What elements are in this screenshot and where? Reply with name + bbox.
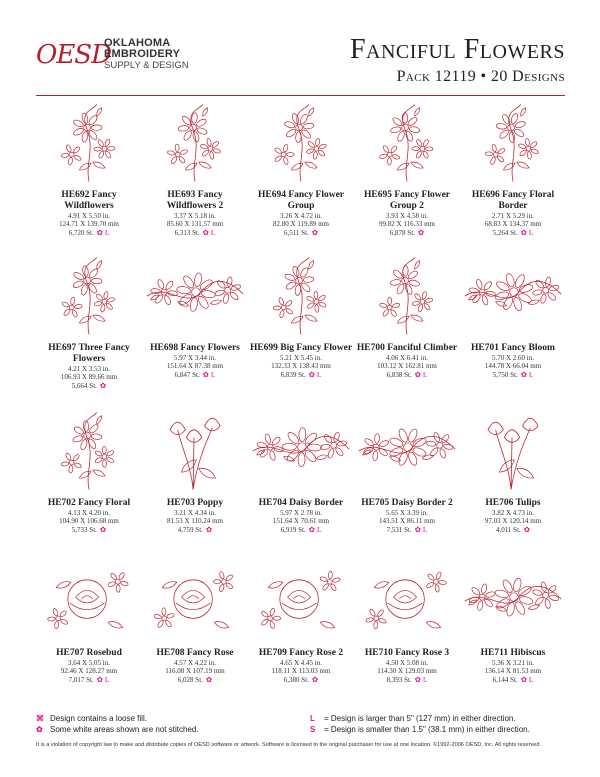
copyright-notice: It is a violation of copyright law to make and distribute copies of OESD software or artwork. Software is licensed to the original purchaser for use at one location. ©1992-2006 OESD, Inc. All rights reserved. (36, 742, 542, 748)
flower-group-icon (355, 100, 459, 186)
design-name: HE705 Daisy Border 2 (361, 498, 453, 508)
design-card (354, 408, 460, 534)
design-name: HE697 Three Fancy Flowers (48, 343, 130, 364)
design-name: HE701 Fancy Bloom (471, 343, 555, 353)
flower-group-icon (249, 100, 353, 186)
design-name: HE694 Fancy Flower Group (257, 190, 344, 211)
stitch-count: 6,313 St. (174, 228, 200, 237)
fancy-floral-icon (37, 408, 141, 494)
design-name: HE711 Hibiscus (480, 648, 546, 658)
design-size-in: 4.91 X 5.50 in. (68, 212, 110, 220)
stitch-count: 6,878 St. (389, 228, 415, 237)
design-stitches (354, 526, 460, 534)
design-size-mm: 144.78 X 66.04 mm (484, 362, 542, 371)
design-size-mm: 92.46 X 128.27 mm (60, 667, 118, 676)
stitch-count: 6,839 St. (280, 370, 306, 379)
design-artwork (36, 253, 142, 339)
design-marks: ✿ L (520, 369, 534, 379)
design-marks: ✿ (205, 524, 213, 534)
design-size-mm: 118.11 X 113.03 mm (271, 667, 331, 676)
stitch-count: 5,264 St. (492, 228, 518, 237)
design-artwork (460, 100, 566, 186)
design-artwork (36, 408, 142, 494)
stitch-count: 5,733 St. (71, 525, 97, 534)
design-stitches (248, 229, 354, 237)
design-size-mm: 106.93 X 89.66 mm (60, 373, 118, 382)
design-name: HE695 Fancy Flower Group 2 (363, 190, 450, 211)
stitch-count: 6,380 St. (283, 675, 309, 684)
design-size-in: 3.21 X 4.34 in. (174, 509, 216, 517)
design-marks: ✿ L (308, 524, 322, 534)
logo-line-3: SUPPLY & DESIGN (104, 60, 189, 71)
design-card (460, 558, 566, 684)
climber-vine-icon (355, 253, 459, 339)
design-card (248, 100, 354, 237)
design-size-mm: 104.90 X 106.68 mm (59, 517, 119, 526)
design-size-in: 3.93 X 4.58 in. (386, 212, 428, 220)
design-size-in: 5.36 X 3.21 in. (492, 659, 534, 667)
design-name: HE704 Daisy Border (258, 498, 344, 508)
legend-large-text: = Design is larger than 5" (127 mm) in either direction. (324, 714, 516, 723)
design-size-in: 5.97 X 2.78 in. (280, 509, 322, 517)
design-marks: ✿ L (202, 227, 216, 237)
design-stitches (460, 526, 566, 534)
legend-white-areas (36, 725, 199, 734)
design-card (36, 408, 142, 534)
design-size-in: 3.37 X 5.18 in. (174, 212, 216, 220)
logo-text (104, 38, 189, 71)
stitch-count: 6,144 St. (492, 675, 518, 684)
design-marks: ✿ L (308, 369, 322, 379)
design-name: HE703 Poppy (166, 498, 224, 508)
design-artwork (460, 558, 566, 644)
design-artwork (248, 100, 354, 186)
design-artwork (354, 100, 460, 186)
design-card (460, 253, 566, 379)
design-name: HE692 Fancy Wildflowers (61, 190, 117, 211)
stitch-count: 6,919 St. (280, 525, 306, 534)
design-artwork (142, 558, 248, 644)
design-card (248, 408, 354, 534)
design-stitches (460, 229, 566, 237)
design-card (460, 100, 566, 237)
design-stitches (354, 371, 460, 379)
design-artwork (142, 100, 248, 186)
rose-icon (355, 558, 459, 644)
design-stitches (354, 229, 460, 237)
design-size-mm: 97.03 X 120.14 mm (484, 517, 542, 526)
design-card (142, 100, 248, 237)
stitch-count: 7,531 St. (386, 525, 412, 534)
small-symbol: S (310, 725, 316, 734)
design-marks: ✿ L (414, 369, 428, 379)
floral-border-icon (461, 100, 565, 186)
design-stitches (142, 371, 248, 379)
design-card (354, 253, 460, 379)
design-artwork (460, 408, 566, 494)
design-card (248, 253, 354, 379)
design-marks: ✿ (99, 524, 107, 534)
design-size-in: 5.70 X 2.60 in. (492, 354, 534, 362)
design-size-mm: 114.30 X 129.03 mm (377, 667, 437, 676)
design-name: HE699 Big Fancy Flower (249, 343, 353, 353)
design-size-in: 3.26 X 4.72 in. (280, 212, 322, 220)
design-size-mm: 103.12 X 162.81 mm (377, 362, 437, 371)
stitch-count: 8,393 St. (386, 675, 412, 684)
design-card (354, 100, 460, 237)
design-size-in: 4.13 X 4.20 in. (68, 509, 110, 517)
wildflower-spray-icon (143, 100, 247, 186)
design-marks: ✿ (205, 674, 213, 684)
header-divider (36, 95, 565, 96)
page-title: Fanciful Flowers (349, 34, 565, 65)
design-marks: ✿ L (520, 674, 534, 684)
design-size-in: 4.57 X 4.22 in. (174, 659, 216, 667)
stitch-count: 6,720 St. (68, 228, 94, 237)
design-marks: ✿ L (96, 674, 110, 684)
design-name: HE709 Fancy Rose 2 (258, 648, 344, 658)
daisy-border-icon (355, 408, 459, 494)
design-card (142, 408, 248, 534)
daisy-border-icon (249, 408, 353, 494)
design-artwork (460, 253, 566, 339)
design-stitches (248, 526, 354, 534)
design-card (36, 253, 142, 390)
design-size-in: 4.06 X 6.41 in. (386, 354, 428, 362)
design-stitches (354, 676, 460, 684)
tulips-icon (461, 408, 565, 494)
stitch-count: 6,028 St. (177, 675, 203, 684)
white-area-icon: ✿ (36, 725, 43, 734)
design-stitches (36, 229, 142, 237)
design-artwork (36, 100, 142, 186)
design-marks: ✿ L (96, 227, 110, 237)
design-size-in: 3.64 X 5.05 in. (68, 659, 110, 667)
design-artwork (248, 408, 354, 494)
design-artwork (142, 253, 248, 339)
design-stitches (248, 371, 354, 379)
stitch-count: 4,011 St. (495, 525, 521, 534)
big-flower-icon (249, 253, 353, 339)
design-size-mm: 81.53 X 110.24 mm (167, 517, 223, 526)
legend-large (310, 714, 516, 723)
design-artwork (142, 408, 248, 494)
design-marks: ✿ L (414, 674, 428, 684)
design-size-mm: 132.33 X 138.43 mm (271, 362, 331, 371)
design-size-mm: 99.82 X 116.33 mm (379, 220, 435, 229)
design-stitches (142, 229, 248, 237)
design-size-in: 5.21 X 5.45 in. (280, 354, 322, 362)
design-name: HE698 Fancy Flowers (150, 343, 240, 353)
stitch-count: 5,664 St. (71, 381, 97, 390)
logo-line-1: OKLAHOMA (104, 37, 171, 49)
page-title-block (350, 36, 565, 86)
design-artwork (248, 558, 354, 644)
rose-icon (143, 558, 247, 644)
design-size-in: 3.82 X 4.73 in. (492, 509, 534, 517)
design-marks: ✿ (417, 227, 425, 237)
design-artwork (354, 558, 460, 644)
design-size-mm: 82.80 X 119.89 mm (273, 220, 329, 229)
design-card (142, 253, 248, 379)
design-name: HE700 Fanciful Climber (356, 343, 458, 353)
design-marks: ✿ L (202, 369, 216, 379)
design-stitches (36, 382, 142, 390)
design-card (36, 558, 142, 684)
design-marks: ✿ L (520, 227, 534, 237)
bloom-border-icon (461, 253, 565, 339)
design-marks: ✿ (311, 227, 319, 237)
design-name: HE710 Fancy Rose 3 (364, 648, 450, 658)
design-artwork (354, 408, 460, 494)
loose-fill-icon: ⌘ (36, 714, 44, 723)
design-marks: ✿ L (414, 524, 428, 534)
design-size-in: 5.97 X 3.44 in. (174, 354, 216, 362)
stitch-count: 7,017 St. (68, 675, 94, 684)
design-stitches (36, 676, 142, 684)
legend-small (310, 725, 530, 734)
design-size-mm: 151.64 X 87.38 mm (166, 362, 224, 371)
design-stitches (142, 526, 248, 534)
flower-swag-icon (143, 253, 247, 339)
design-card (248, 558, 354, 684)
design-card (354, 558, 460, 684)
design-size-in: 4.65 X 4.45 in. (280, 659, 322, 667)
design-stitches (36, 526, 142, 534)
design-size-mm: 124.71 X 139.70 mm (59, 220, 119, 229)
design-size-mm: 116.08 X 107.19 mm (165, 667, 225, 676)
logo-line-2: EMBROIDERY (104, 48, 181, 60)
design-size-in: 4.50 X 5.08 in. (386, 659, 428, 667)
design-size-in: 2.71 X 5.29 in. (492, 212, 534, 220)
legend-loose-fill-text: Design contains a loose fill. (50, 714, 147, 723)
design-artwork (36, 558, 142, 644)
logo-mark: OESD (36, 39, 111, 70)
design-artwork (248, 253, 354, 339)
legend-small-text: = Design is smaller than 1.5" (38.1 mm) in either direction. (324, 725, 530, 734)
stitch-count: 6,511 St. (283, 228, 309, 237)
stitch-count: 5,750 St. (492, 370, 518, 379)
design-size-mm: 151.64 X 70.61 mm (272, 517, 330, 526)
design-marks: ✿ (523, 524, 531, 534)
design-name: HE706 Tulips (485, 498, 541, 508)
design-size-mm: 68.83 X 134.37 mm (484, 220, 542, 229)
design-size-in: 4.21 X 3.53 in. (68, 365, 110, 373)
page-subtitle: Pack 12119 • 20 Designs (396, 68, 565, 85)
design-stitches (142, 676, 248, 684)
design-name: HE696 Fancy Floral Border (471, 190, 555, 211)
design-artwork (354, 253, 460, 339)
page-header (0, 0, 600, 96)
design-size-in: 5.65 X 3.39 in. (386, 509, 428, 517)
design-stitches (248, 676, 354, 684)
large-symbol: L (310, 714, 315, 723)
design-card (460, 408, 566, 534)
design-marks: ✿ (99, 380, 107, 390)
design-card (142, 558, 248, 684)
legend-white-text: Some white areas shown are not stitched. (50, 725, 199, 734)
oesd-logo (36, 38, 189, 71)
legend-loose-fill (36, 714, 147, 723)
hibiscus-icon (461, 558, 565, 644)
design-size-mm: 143.51 X 86.11 mm (379, 517, 435, 526)
stitch-count: 6,847 St. (174, 370, 200, 379)
design-stitches (460, 676, 566, 684)
three-flowers-icon (37, 253, 141, 339)
design-size-mm: 136.14 X 81.53 mm (484, 667, 542, 676)
design-marks: ✿ (311, 674, 319, 684)
design-name: HE708 Fancy Rose (156, 648, 234, 658)
stitch-count: 6,838 St. (386, 370, 412, 379)
design-name: HE707 Rosebud (56, 648, 122, 658)
rosebud-icon (37, 558, 141, 644)
stitch-count: 4,759 St. (177, 525, 203, 534)
design-size-mm: 85.60 X 131.57 mm (166, 220, 224, 229)
design-card (36, 100, 142, 237)
poppy-icon (143, 408, 247, 494)
design-stitches (460, 371, 566, 379)
design-name: HE693 Fancy Wildflowers 2 (166, 190, 224, 211)
design-name: HE702 Fancy Floral (47, 498, 131, 508)
rose-icon (249, 558, 353, 644)
wildflower-spray-icon (37, 100, 141, 186)
